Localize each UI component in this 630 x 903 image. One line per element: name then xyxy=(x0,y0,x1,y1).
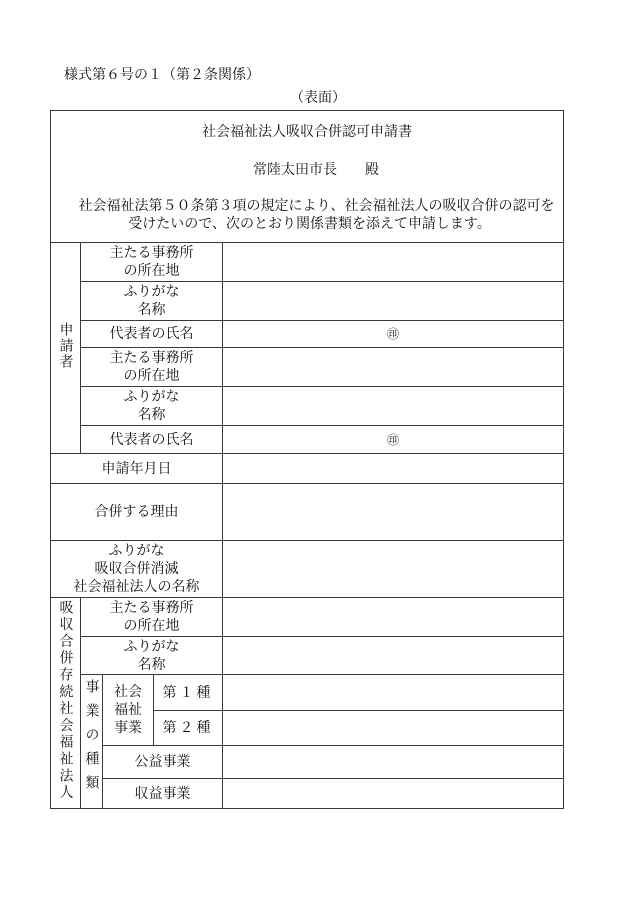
label-line: ふりがな xyxy=(123,638,180,655)
public-interest-value xyxy=(223,746,564,779)
surviving-section-label-cell xyxy=(51,598,81,809)
label-line: 福祉 xyxy=(114,702,142,718)
side-label: （表面） xyxy=(290,90,346,106)
label-line: 吸収合併消滅 xyxy=(94,561,179,577)
label-line: の所在地 xyxy=(123,368,180,384)
applicant-2-representative-value xyxy=(223,426,564,454)
applicant-1-name-value xyxy=(223,282,564,321)
seal-mark: ㊞ xyxy=(387,432,400,447)
public-interest-label: 公益事業 xyxy=(103,746,223,779)
surviving-section-label: 吸収合併存続社会福祉法人 xyxy=(57,599,74,802)
business-types-label: 事業の種類 xyxy=(83,679,100,799)
applicant-1-representative-value xyxy=(223,321,564,348)
application-statement xyxy=(51,197,563,233)
surviving-name-row xyxy=(51,637,564,675)
surviving-office-value xyxy=(223,598,564,637)
label-line: 主たる事務所 xyxy=(109,600,194,616)
applicant-1-name-label xyxy=(81,282,223,321)
label-line: の所在地 xyxy=(123,618,180,634)
social-welfare-business-label xyxy=(103,675,154,746)
application-date-row xyxy=(51,454,564,484)
application-date-value xyxy=(223,454,564,484)
applicant-1-representative-label: 代表者の氏名 xyxy=(81,321,223,348)
applicant-1-representative-row xyxy=(51,321,564,348)
label-line: 名称 xyxy=(137,656,166,673)
profit-business-label: 収益事業 xyxy=(103,779,223,809)
label-line: 名称 xyxy=(137,407,166,423)
applicant-1-name-row xyxy=(51,282,564,321)
label-line: ふりがな xyxy=(123,284,180,300)
profit-business-value xyxy=(223,779,564,809)
applicant-2-representative-row xyxy=(51,426,564,454)
surviving-name-value xyxy=(223,637,564,675)
applicant-2-name-value xyxy=(223,387,564,426)
type1-label-cell xyxy=(154,675,223,711)
dissolving-corporation-value xyxy=(223,541,564,598)
type1-label: 第１種 xyxy=(162,684,214,701)
form-header-cell xyxy=(51,111,564,243)
statement-line-2: 受けたいので、次のとおり関係書類を添えて申請します。 xyxy=(128,216,491,232)
form-number: 様式第６号の１（第２条関係） xyxy=(64,67,260,83)
applicant-2-name-row xyxy=(51,387,564,426)
label-line: の所在地 xyxy=(123,263,180,279)
surviving-office-row xyxy=(51,598,564,637)
dissolving-corporation-row xyxy=(51,541,564,598)
merger-reason-value xyxy=(223,484,564,541)
label-line: 事業 xyxy=(114,720,142,736)
type1-value xyxy=(223,675,564,711)
dissolving-corporation-label xyxy=(51,541,223,598)
label-line: 社会福祉法人の名称 xyxy=(73,579,200,595)
surviving-office-label xyxy=(81,598,223,637)
label-line: 社会 xyxy=(114,684,142,700)
business-types-label-cell xyxy=(81,675,103,809)
label-line: 主たる事務所 xyxy=(109,245,194,261)
merger-application-form xyxy=(50,110,564,809)
form-title: 社会福祉法人吸収合併認可申請書 xyxy=(202,124,413,140)
applicant-section-label: 申請者 xyxy=(57,321,74,370)
statement-line-1: 社会福祉法第５０条第３項の規定により、社会福祉法人の吸収合併の認可を xyxy=(64,198,555,214)
applicant-1-office-label xyxy=(81,243,223,282)
label-line: 主たる事務所 xyxy=(109,350,194,366)
surviving-name-label xyxy=(81,637,223,675)
addressee: 常陸太田市長 殿 xyxy=(253,162,380,178)
applicant-1-office-value xyxy=(223,243,564,282)
applicant-2-office-label xyxy=(81,348,223,387)
applicant-2-office-value xyxy=(223,348,564,387)
applicant-1-office-row xyxy=(51,243,564,282)
label-line: ふりがな xyxy=(123,389,180,405)
seal-mark: ㊞ xyxy=(387,327,400,341)
business-type1-row xyxy=(51,675,564,711)
label-line: ふりがな xyxy=(108,543,165,559)
public-interest-row xyxy=(51,746,564,779)
applicant-2-representative-label: 代表者の氏名 xyxy=(81,426,223,454)
profit-business-row xyxy=(51,779,564,809)
label-line: 名称 xyxy=(137,302,166,318)
type2-label: 第２種 xyxy=(162,720,214,736)
applicant-2-name-label xyxy=(81,387,223,426)
merger-reason-label: 合併する理由 xyxy=(51,484,223,541)
header-row xyxy=(51,111,564,243)
merger-reason-row xyxy=(51,484,564,541)
type2-value xyxy=(223,711,564,746)
type2-label-cell xyxy=(154,711,223,746)
application-date-label: 申請年月日 xyxy=(51,454,223,484)
applicant-2-office-row xyxy=(51,348,564,387)
applicant-section-label-cell xyxy=(51,243,81,454)
